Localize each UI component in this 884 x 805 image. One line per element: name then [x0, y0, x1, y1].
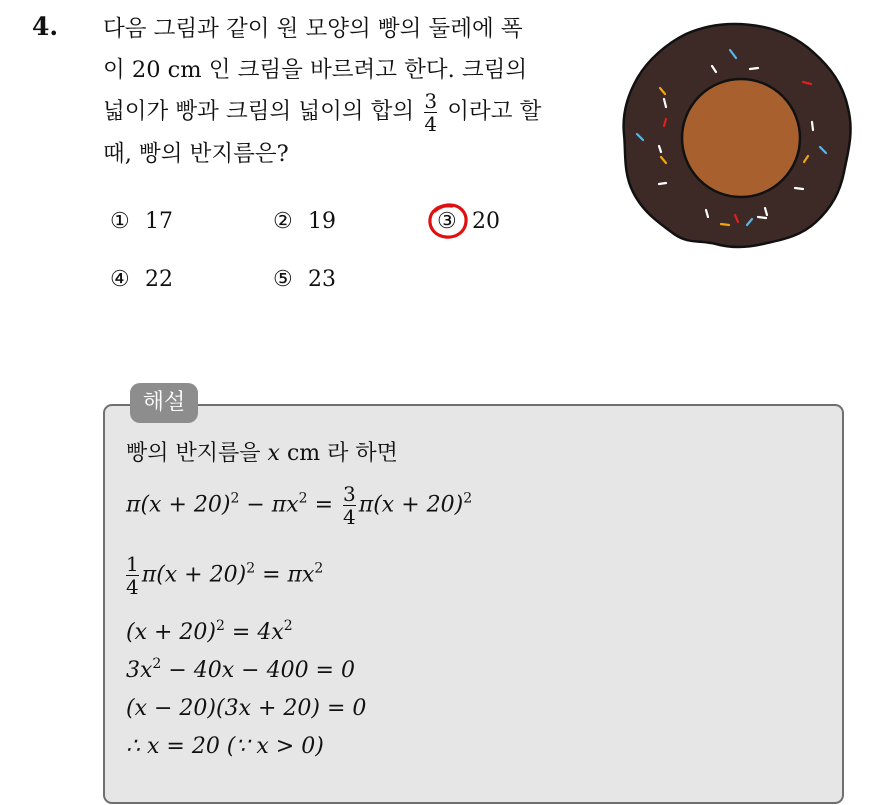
choice-3[interactable]: [437, 209, 500, 234]
eq2-exp2: 2: [314, 560, 324, 577]
choice-5-mark: ⑤: [273, 267, 293, 292]
eq1-exp1: 2: [230, 490, 240, 507]
choice-4[interactable]: [110, 267, 173, 292]
choice-4-value: 22: [145, 267, 173, 292]
eq3-exp2: 2: [283, 618, 293, 634]
eq1-equals: =: [307, 492, 341, 518]
eq3-left: (x + 20): [126, 620, 216, 645]
fraction-numerator: 3: [424, 89, 438, 113]
solution-tag: 해설: [130, 383, 198, 423]
fraction-three-quarters: [424, 91, 437, 134]
eq1-frac-num: 3: [343, 482, 356, 506]
solution-eq3: [126, 620, 293, 645]
eq1-exp3: 2: [463, 490, 473, 507]
eq2-frac-den: 4: [126, 575, 139, 599]
choice-1-value: 17: [145, 209, 173, 234]
eq1-fraction: [343, 484, 356, 527]
eq4-a: 3x: [126, 658, 153, 683]
choice-3-value: 20: [472, 209, 500, 234]
solution-eq2: [126, 554, 323, 597]
donut-illustration: [618, 22, 852, 254]
question-line-4: 때, 빵의 반지름은?: [103, 141, 289, 167]
eq1-right: π(x + 20): [358, 492, 464, 518]
solution-intro-post: cm 라 하면: [286, 441, 398, 466]
selected-answer-circle-icon: [426, 201, 470, 241]
eq5-text: (x − 20)(3x + 20) = 0: [126, 696, 367, 721]
solution-eq1: [126, 484, 472, 527]
eq2-exp1: 2: [246, 560, 256, 577]
eq4-exp: 2: [152, 656, 162, 672]
eq6-text: ∴ x = 20 (∵ x > 0): [126, 734, 324, 759]
choice-1-mark: ①: [110, 209, 130, 234]
eq2-frac-num: 1: [126, 552, 139, 576]
choice-2-value: 19: [308, 209, 336, 234]
choice-3-mark-wrap: [437, 209, 465, 234]
eq2-left: π(x + 20): [141, 562, 247, 588]
eq1-frac-den: 4: [343, 505, 356, 529]
choice-3-mark: ③: [437, 209, 457, 234]
solution-eq6: [126, 734, 324, 759]
question-line-3: [103, 91, 598, 134]
eq1-mid: − πx: [239, 492, 299, 518]
choice-5-value: 23: [308, 267, 336, 292]
choice-2[interactable]: [273, 209, 336, 234]
eq1-left: π(x + 20): [126, 492, 231, 518]
fraction-denominator: 4: [424, 112, 438, 136]
question-line-1: 다음 그림과 같이 원 모양의 빵의 둘레에 폭: [103, 16, 523, 42]
eq4-b: − 40x − 400 = 0: [161, 658, 355, 683]
choice-4-mark: ④: [110, 267, 130, 292]
question-number: 4.: [32, 12, 59, 41]
question-line-3-post: 이라고 할: [447, 98, 542, 125]
solution-intro: [126, 436, 398, 467]
choice-5[interactable]: [273, 267, 336, 292]
question-line-3-pre: 넓이가 빵과 크림의 넓이의 합의: [103, 98, 415, 125]
question-line-2: 이 20 cm 인 크림을 바르려고 한다. 크림의: [103, 57, 528, 83]
eq1-exp2: 2: [298, 490, 308, 507]
solution-intro-var: x: [267, 441, 280, 466]
solution-eq4: [126, 658, 355, 683]
eq2-fraction: [126, 554, 139, 597]
donut-bread-center: [682, 79, 800, 197]
solution-eq5: [126, 696, 366, 721]
eq2-right: = πx: [255, 562, 315, 588]
eq3-right: = 4x: [224, 620, 284, 645]
choice-1[interactable]: [110, 209, 173, 234]
eq3-exp1: 2: [216, 618, 225, 634]
choice-2-mark: ②: [273, 209, 293, 234]
solution-intro-pre: 빵의 반지름을: [126, 441, 261, 466]
question-text: [103, 9, 598, 175]
